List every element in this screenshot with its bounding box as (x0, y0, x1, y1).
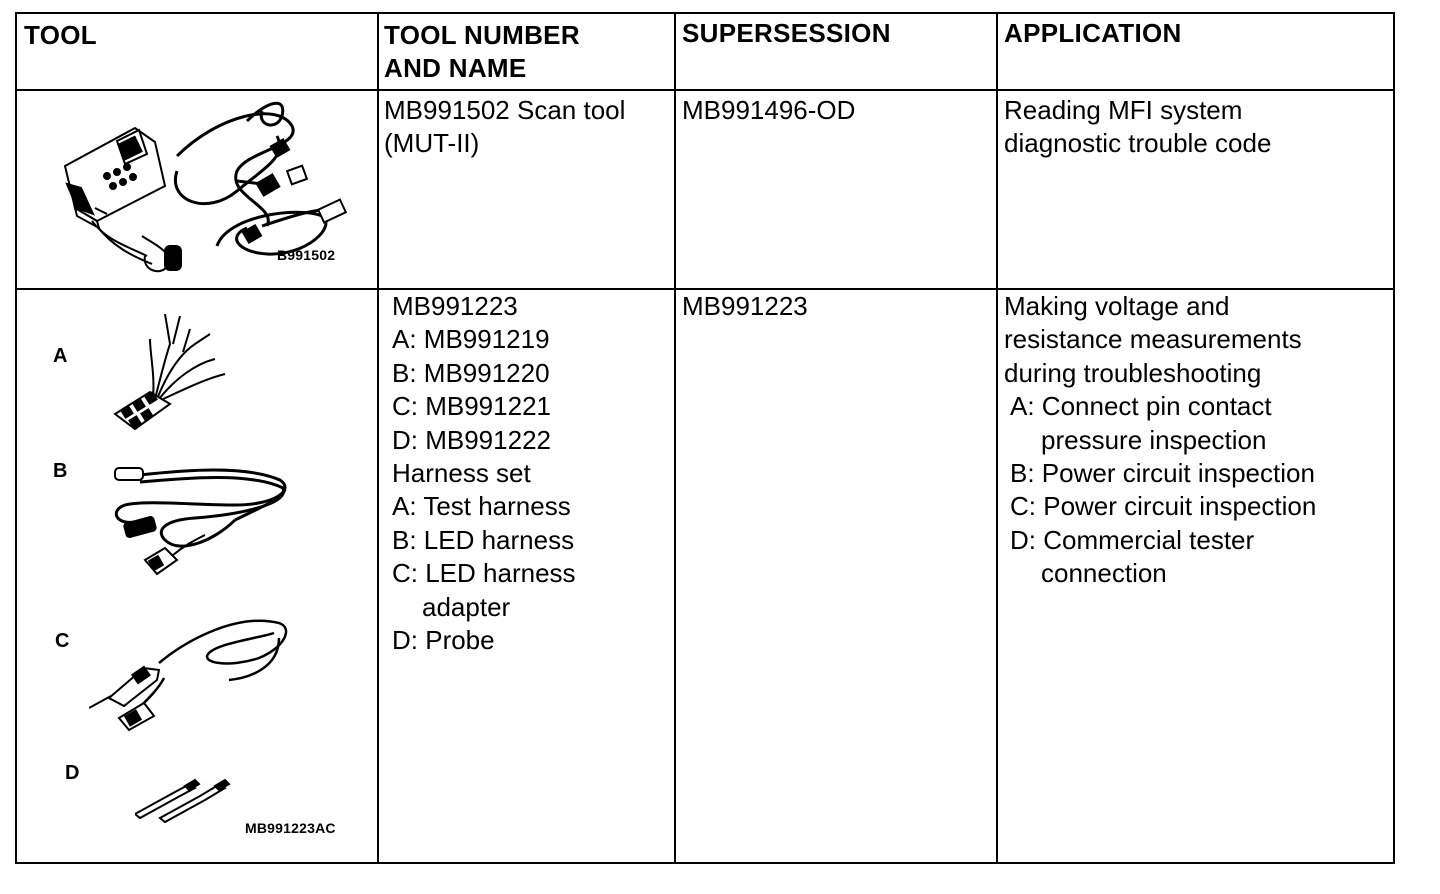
led-harness-adapter-icon (89, 608, 289, 738)
column-divider (674, 14, 676, 862)
column-divider (377, 14, 379, 862)
tool-table (15, 12, 1395, 864)
row2-image-code: MB991223AC (245, 820, 336, 836)
test-harness-icon (95, 304, 245, 434)
row2-supersession: MB991223 (682, 291, 808, 321)
image-label-c: C (55, 630, 70, 652)
header-tool-number (384, 19, 580, 85)
header-supersession: SUPERSESSION (682, 18, 891, 48)
row1-tool-image (17, 91, 377, 288)
header-tool: TOOL (24, 20, 97, 50)
row1-supersession: MB991496-OD (682, 95, 856, 125)
header-tool-number-line1: TOOL NUMBER (384, 20, 580, 50)
led-harness-icon (105, 460, 295, 590)
row2-tool-number: MB991223 A: MB991219 B: MB991220 C: MB991221 D: MB991222 Harness set A: Test harness B: LED harness C: LED harness adapter D: Probe (392, 291, 576, 656)
scan-tool-device-icon (65, 128, 165, 228)
row2-application: Making voltage and resistance measurements during troubleshooting A: Connect pin contact pressure inspection B: Power circuit inspection C: Power circuit inspection D: Commercial tester connection (1004, 291, 1317, 589)
header-tool-number-line2: AND NAME (384, 53, 527, 83)
header-application: APPLICATION (1004, 18, 1182, 48)
row2-tool-image (17, 290, 377, 864)
image-label-b: B (53, 460, 68, 482)
image-label-d: D (65, 762, 80, 784)
row1-image-code: B991502 (277, 247, 336, 263)
probe-icon (135, 766, 245, 826)
column-divider (996, 14, 998, 862)
row1-application: Reading MFI system diagnostic trouble code (1004, 95, 1272, 159)
image-label-a: A (53, 345, 68, 367)
row1-tool-number: MB991502 Scan tool (MUT-II) (384, 95, 626, 159)
